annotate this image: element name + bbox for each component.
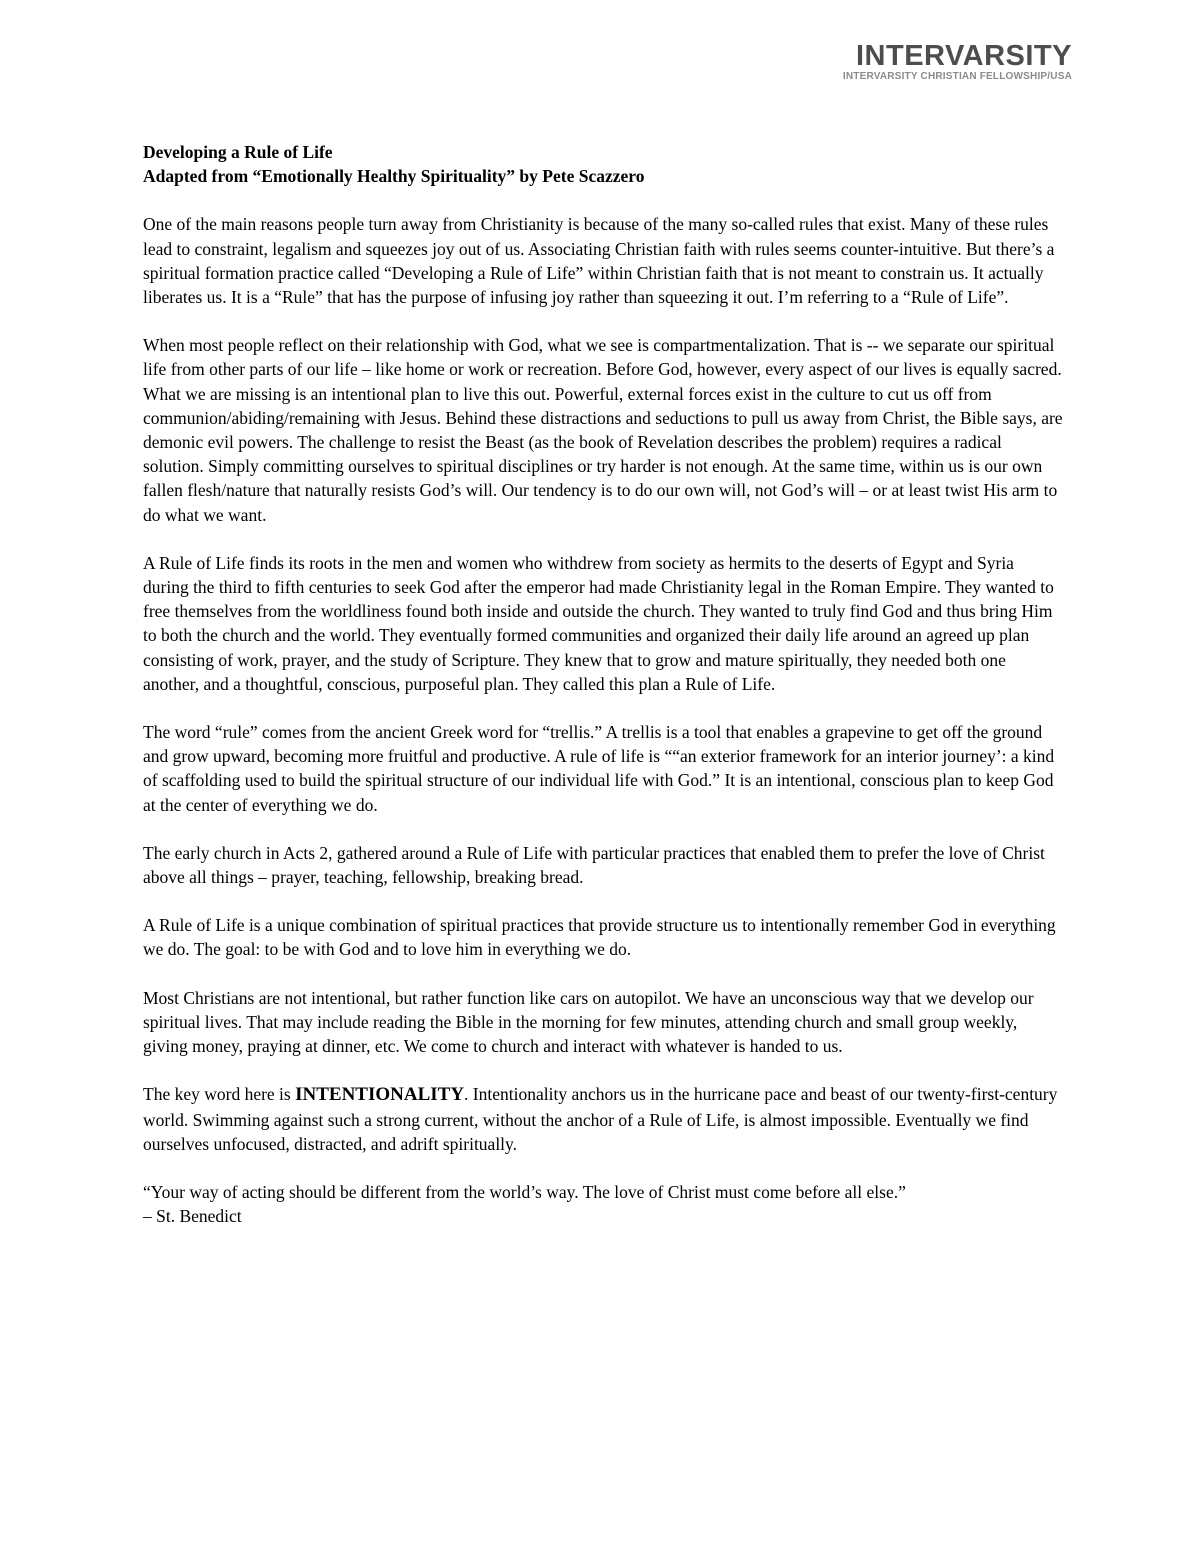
document-body: [143, 140, 1063, 1252]
closing-quote: [143, 1180, 1063, 1228]
logo-wordmark: INTERVARSITY: [855, 40, 1072, 72]
paragraph-5: The early church in Acts 2, gathered around a Rule of Life with particular practices that enabled them to prefer the love of Christ above all things – prayer, teaching, fellowship, breaking bread.: [143, 842, 1045, 888]
quote-attribution: – St. Benedict: [143, 1206, 242, 1227]
key-paragraph-lead: The key word here is: [143, 1084, 296, 1105]
intervarsity-logo: [843, 42, 1072, 84]
paragraph-1: One of the main reasons people turn away from Christianity is because of the many so-called rules that exist. Many of these rules lead to constraint, legalism and squeezes joy out of us. Associating Christian faith with rules seems counter-intuitive. But there’s a spiritual formation practice called “Developing a Rule of Life” within Christian faith that is not meant to constrain us. It actually liberates us. It is a “Rule” that has the purpose of infusing joy rather than squeezing it out. I’m referring to a “Rule of Life”.: [143, 214, 1055, 308]
key-paragraph: [143, 1082, 1063, 1156]
key-paragraph-rest: . Intentionality anchors us in the hurricane pace and beast of our twenty-first-century world. Swimming against such a strong current, without the anchor of a Rule of Life, is almost impossible. Eventually we find ourselves unfocused, distracted, and adrift spiritually.: [143, 1084, 1058, 1154]
document-title: Developing a Rule of Life: [143, 142, 333, 162]
paragraph-6: A Rule of Life is a unique combination of spiritual practices that provide structure us to intentionally remember God in everything we do. The goal: to be with God and to love him in everything we do.: [143, 915, 1056, 960]
logo-tagline: INTERVARSITY CHRISTIAN FELLOWSHIP/USA: [842, 71, 1072, 82]
paragraph-7: Most Christians are not intentional, but rather function like cars on autopilot. We have an unconscious way that we develop our spiritual lives. That may include reading the Bible in the morning for few minutes, attending church and small group weekly, giving money, praying at dinner, etc. We come to church and interact with whatever is handed to us.: [143, 987, 1034, 1057]
paragraph-2: When most people reflect on their relationship with God, what we see is compartmentalization. That is -- we separate our spiritual life from other parts of our life – like home or work or recreation. Before God, however, every aspect of our lives is equally sacred. What we are missing is an intentional plan to live this out. Powerful, external forces exist in the culture to cut us off from communion/abiding/remaining with Jesus. Behind these distractions and seductions to pull us away from Christ, the Bible says, are demonic evil powers. The challenge to resist the Beast (as the book of Revelation describes the problem) requires a radical solution. Simply committing ourselves to spiritual disciplines or try harder is not enough. At the same time, within us is our own fallen flesh/nature that naturally resists God’s will. Our tendency is to do our own will, not God’s will – or at least twist His arm to do what we want.: [143, 335, 1063, 525]
document-heading: [143, 140, 1063, 188]
paragraph-4: The word “rule” comes from the ancient Greek word for “trellis.” A trellis is a tool that enables a grapevine to get off the ground and grow upward, becoming more fruitful and productive. A rule of life is ““an exterior framework for an interior journey’: a kind of scaffolding used to build the spiritual structure of our individual life with God.” It is an intentional, conscious plan to keep God at the center of everything we do.: [143, 722, 1055, 815]
quote-text: “Your way of acting should be different from the world’s way. The love of Christ must come before all else.”: [143, 1181, 906, 1202]
paragraph-3: A Rule of Life finds its roots in the men and women who withdrew from society as hermits to the deserts of Egypt and Syria during the third to fifth centuries to seek God after the emperor had made Christianity legal in the Roman Empire. They wanted to free themselves from the worldliness found both inside and outside the church. They wanted to truly find God and thus bring Him to both the church and the world. They eventually formed communities and organized their daily life around an agreed up plan consisting of work, prayer, and the study of Scripture. They knew that to grow and mature spiritually, they needed both one another, and a thoughtful, conscious, purposeful plan. They called this plan a Rule of Life.: [143, 552, 1054, 694]
intentionality-emphasis: INTENTIONALITY: [295, 1084, 465, 1106]
document-subtitle: Adapted from “Emotionally Healthy Spirituality” by Pete Scazzero: [143, 166, 645, 187]
